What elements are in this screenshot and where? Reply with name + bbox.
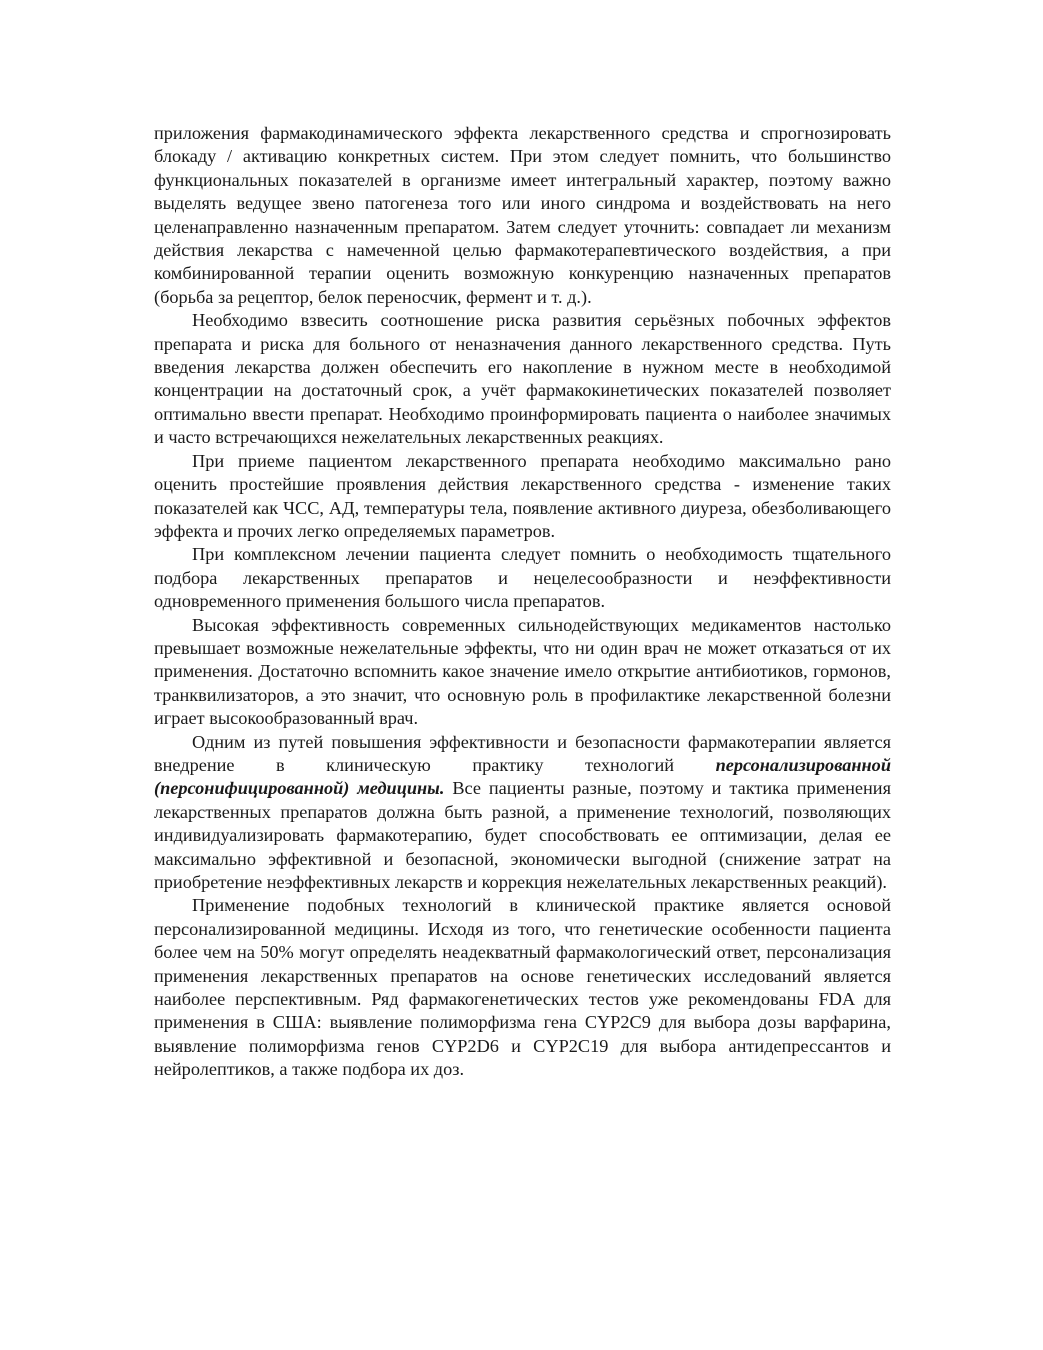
paragraph-text: приложения фармакодинамического эффекта лекарственного средства и спрогнозировать блокаду / активацию конкретных систем. При этом следует помнить, что большинство функциональных показателей в организме имеет интегральный характер, поэтому важно выделять ведущее звено патогенеза того или иного синдрома и воздействовать на него целенаправленно назначенным препаратом. Затем следует уточнить: совпадает ли механизм действия лекарства с намеченной целью фармакотерапевтического воздействия, а при комбинированной терапии оценить возможную конкуренцию назначенных препаратов (борьба за рецептор, белок переносчик, фермент и т. д.). [154,123,891,307]
paragraph-3 [154,450,891,544]
paragraph-text: Необходимо взвесить соотношение риска развития серьёзных побочных эффектов препарата и риска для больного от неназначения данного лекарственного средства. Путь введения лекарства должен обеспечить его накопление в нужном месте в необходимой концентрации на достаточный срок, а учёт фармакокинетических показателей позволяет оптимально ввести препарат. Необходимо проинформировать пациента о наиболее значимых и часто встречающихся нежелательных лекарственных реакциях. [154,310,891,448]
paragraph-text: Высокая эффективность современных сильнодействующих медикаментов настолько превышает возможные нежелательные эффекты, что ни один врач не может отказаться от их применения. Достаточно вспомнить какое значение имело открытие антибиотиков, гормонов, транквилизаторов, а это значит, что основную роль в профилактике лекарственной болезни играет высокообразованный врач. [154,614,891,729]
paragraph-text: При приеме пациентом лекарственного препарата необходимо максимально рано оценить простейшие проявления действия лекарственного средства - изменение таких показателей как ЧСС, АД, температуры тела, появление активного диуреза, обезболивающего эффекта и прочих легко определяемых параметров. [154,450,891,541]
paragraph-1 [154,122,891,309]
paragraph-5 [154,614,891,731]
paragraph-6 [154,731,891,895]
paragraph-text-continued: Все пациенты разные, поэтому и тактика применения лекарственных препаратов должна быть разной, а применение технологий, позволяющих индивидуализировать фармакотерапию, будет способствовать ее оптимизации, делая ее максимально эффективной и безопасной, экономически выгодной (снижение затрат на приобретение неэффективных лекарств и коррекция нежелательных лекарственных реакций). [154,778,891,892]
document-page [154,122,891,1082]
paragraph-7 [154,894,891,1081]
paragraph-4 [154,543,891,613]
paragraph-2 [154,309,891,449]
paragraph-text: Одним из путей повышения эффективности и безопасности фармакотерапии является внедрение в клиническую практику технологий [154,731,891,775]
paragraph-text: Применение подобных технологий в клинической практике является основой персонализированной медицины. Исходя из того, что генетические особенности пациента более чем на 50% могут определять неадекватный фармакологический ответ, персонализация применения лекарственных препаратов на основе генетических исследований является наиболее перспективным. Ряд фармакогенетических тестов уже рекомендованы FDA для применения в США: выявление полиморфизма гена CYP2C9 для выбора дозы варфарина, выявление полиморфизма генов CYP2D6 и CYP2C19 для выбора антидепрессантов и нейролептиков, а также подбора их доз. [154,895,891,1080]
emphasized-term: персонализированной (персонифицированной) медицины. [154,754,891,799]
paragraph-text: При комплексном лечении пациента следует помнить о необходимость тщательного подбора лекарственных препаратов и нецелесообразности и неэффективности одновременного применения большого числа препаратов. [154,544,891,612]
